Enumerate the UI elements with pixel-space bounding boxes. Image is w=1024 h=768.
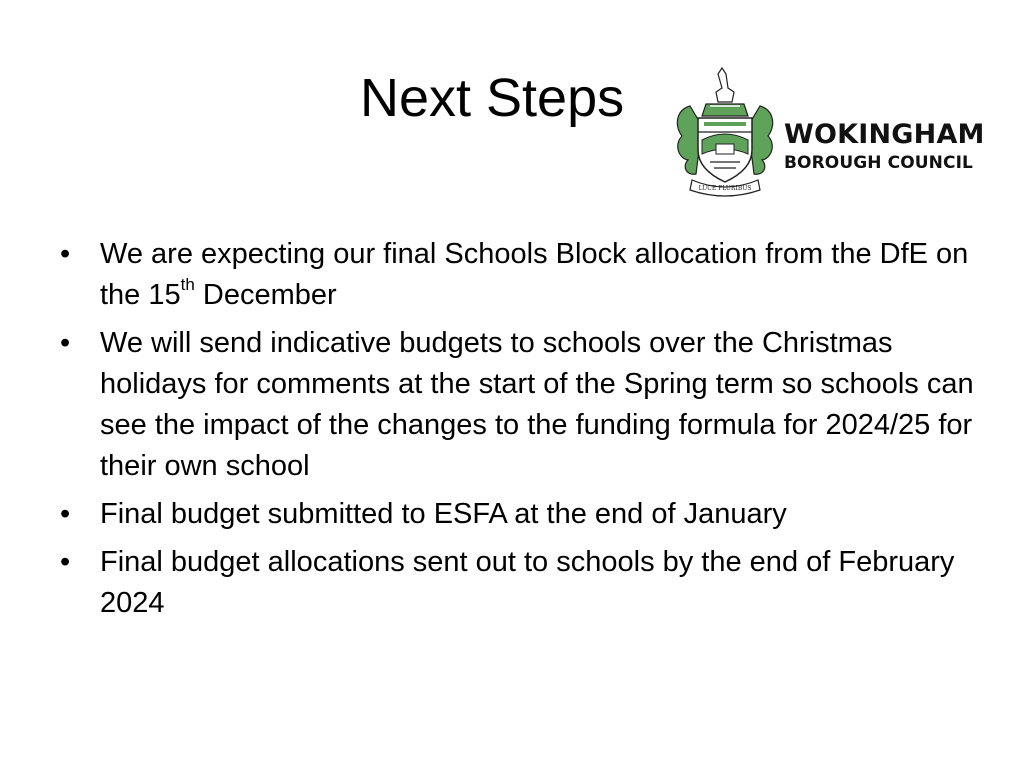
bullet-text: Final budget submitted to ESFA at the end of January <box>100 498 787 530</box>
bullet-dot: • <box>60 327 71 359</box>
council-wordmark <box>784 120 985 175</box>
council-crest-logo <box>672 66 778 200</box>
crest-figure <box>716 68 734 102</box>
bullet-text: We are expecting our final Schools Block allocation from the DfE on the 15 <box>100 238 969 311</box>
bullet-dot: • <box>60 498 71 530</box>
bullet-item <box>56 542 976 624</box>
bullet-item <box>56 234 976 316</box>
wordmark-line2: BOROUGH COUNCIL <box>784 153 973 173</box>
bullet-dot: • <box>60 546 71 578</box>
bullet-text: We will send indicative budgets to schools over the Christmas holidays for comments at the start of the Spring term so schools can see the impact of the changes to the funding formula for 2024/25 for their own school <box>100 327 974 482</box>
wordmark-line1: WOKINGHAM <box>784 119 985 150</box>
bullet-list <box>56 234 976 631</box>
crest-motto: LUCE PLURIBUS <box>698 185 752 192</box>
ordinal-suffix: th <box>180 275 195 295</box>
slide-title: Next Steps <box>360 68 625 128</box>
bullet-text-end: December <box>194 279 337 311</box>
bullet-item <box>56 494 976 535</box>
bullet-dot: • <box>60 238 71 270</box>
bullet-item <box>56 323 976 487</box>
bullet-text: Final budget allocations sent out to schools by the end of February 2024 <box>100 546 955 619</box>
